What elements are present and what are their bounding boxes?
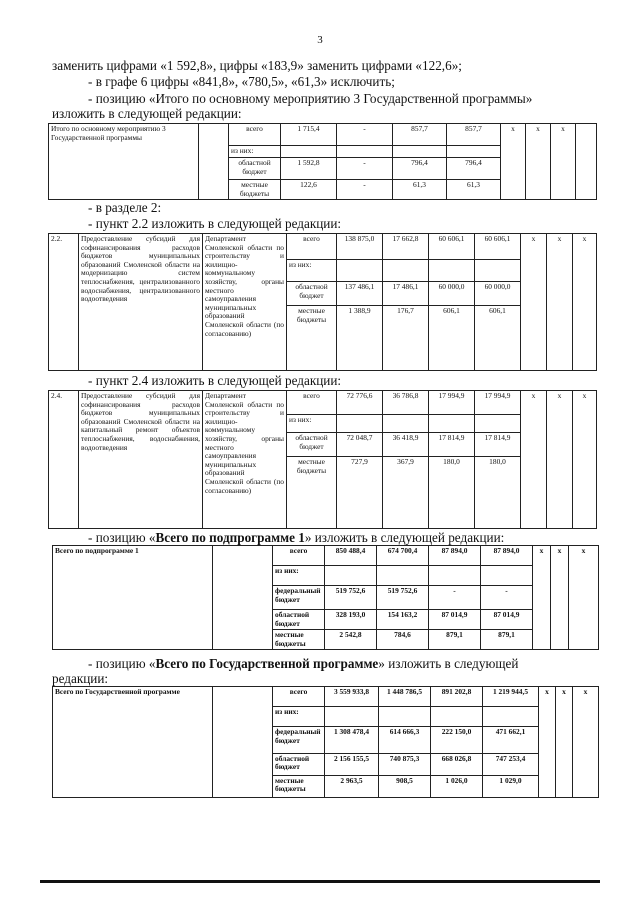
x-mark: x [551,546,569,650]
position-name: Предоставление субсидий для софинансирования расходов бюджетов муниципальных образований Смоленской области на модернизацию систем теплоснабжения, централизованного водоснабжения, централизованного водоотведения [79,234,203,371]
value-cell: 17 814,9 [475,433,521,457]
row-label: всего [273,546,325,566]
row-label: областной бюджет [273,610,325,630]
value-cell: - [337,124,393,146]
value-cell: 614 666,3 [379,727,431,753]
table-punkt-2-4 [48,390,597,529]
value-cell: 606,1 [475,306,521,371]
x-mark: x [573,234,597,371]
value-cell: 2 963,5 [325,775,379,797]
text-line-4: изложить в следующей редакции: [52,106,242,121]
table-vsego-gosprogramma [52,686,599,798]
value-cell: 471 662,1 [483,727,539,753]
value-cell: 87 014,9 [429,610,481,630]
value-cell: 17 662,8 [383,234,429,260]
text-line-8 [88,530,504,545]
value-cell: 796,4 [393,158,447,180]
row-label: областной бюджет [229,158,281,180]
value-cell: 747 253,4 [483,753,539,775]
text-line-8-bold: Всего по подпрограмме 1 [155,530,305,545]
text-line-2: - в графе 6 цифры «841,8», «780,5», «61,3» исключить; [88,74,395,89]
value-cell: 17 814,9 [429,433,475,457]
value-cell: 138 875,0 [337,234,383,260]
value-cell: - [481,586,533,610]
value-cell: 2 542,8 [325,630,377,650]
value-cell: 61,3 [393,180,447,200]
position-name: Итого по основному мероприятию 3 Государственной программы [49,124,199,200]
value-cell: 879,1 [429,630,481,650]
row-label: местные бюджеты [229,180,281,200]
row-label: из них: [273,707,325,727]
item-number: 2.2. [49,234,79,371]
x-mark: x [533,546,551,650]
row-label: всего [287,391,337,415]
value-cell: 784,6 [377,630,429,650]
value-cell: 87 014,9 [481,610,533,630]
empty-cell [213,687,273,798]
text-line-3: - позицию «Итого по основному мероприятию 3 Государственной программы» [88,91,533,106]
value-cell: 850 488,4 [325,546,377,566]
text-line-9-end: » изложить в следующей [378,656,519,671]
value-cell: 1 388,9 [337,306,383,371]
value-cell: 1 592,8 [281,158,337,180]
x-mark: x [547,234,573,371]
value-cell: 60 606,1 [475,234,521,260]
empty-cell [199,124,229,200]
row-label: местные бюджеты [287,306,337,371]
value-cell: 122,6 [281,180,337,200]
row-label: местные бюджеты [287,457,337,529]
value-cell: 176,7 [383,306,429,371]
value-cell: 668 026,8 [431,753,483,775]
value-cell: 61,3 [447,180,501,200]
value-cell: 1 219 944,5 [483,687,539,707]
value-cell: 36 418,9 [383,433,429,457]
text-line-9 [88,656,518,671]
row-label: местные бюджеты [273,775,325,797]
row-label: федеральный бюджет [273,727,325,753]
value-cell: 1 026,0 [431,775,483,797]
value-cell: 87 894,0 [481,546,533,566]
x-mark: x [573,391,597,529]
value-cell: 328 193,0 [325,610,377,630]
row-label: местные бюджеты [273,630,325,650]
row-label: областной бюджет [287,433,337,457]
row-label: всего [229,124,281,146]
value-cell: 36 786,8 [383,391,429,415]
value-cell: 17 994,9 [475,391,521,415]
value-cell: 87 894,0 [429,546,481,566]
value-cell: 1 029,0 [483,775,539,797]
text-line-8-end: » изложить в следующей редакции: [304,530,505,545]
text-line-5: - в разделе 2: [88,200,162,215]
x-mark: x [556,687,573,798]
text-line-9-start: - позицию « [88,656,156,671]
value-cell: - [429,586,481,610]
value-cell: 180,0 [475,457,521,529]
executor: Департамент Смоленской области по строительству и жилищно-коммунальному хозяйству, органы местного самоуправления муниципальных образований Смоленской области (по согласованию) [203,234,287,371]
value-cell: 879,1 [481,630,533,650]
value-cell: 180,0 [429,457,475,529]
value-cell: 519 752,6 [325,586,377,610]
value-cell: 60 000,0 [429,282,475,306]
item-number: 2.4. [49,391,79,529]
table-punkt-2-2 [48,233,597,371]
row-label: всего [273,687,325,707]
value-cell: 857,7 [393,124,447,146]
x-mark: x [526,124,551,200]
page-number: 3 [317,34,323,46]
empty-cell [576,124,597,200]
value-cell: 222 150,0 [431,727,483,753]
row-label: областной бюджет [287,282,337,306]
value-cell: 60 000,0 [475,282,521,306]
table-vsego-podprogramma-1 [52,545,599,650]
value-cell: 367,9 [383,457,429,529]
value-cell: 740 875,3 [379,753,431,775]
x-mark: x [547,391,573,529]
x-mark: x [569,546,599,650]
value-cell: 796,4 [447,158,501,180]
row-label: из них: [287,415,337,433]
x-mark: x [501,124,526,200]
value-cell: 908,5 [379,775,431,797]
value-cell: 137 486,1 [337,282,383,306]
row-label: из них: [229,146,281,158]
row-label: областной бюджет [273,753,325,775]
x-mark: x [521,234,547,371]
value-cell: 154 163,2 [377,610,429,630]
x-mark: x [551,124,576,200]
x-mark: x [573,687,599,798]
row-label: из них: [287,260,337,282]
position-name: Предоставление субсидий для софинансирования расходов бюджетов муниципальных образований Смоленской области на капитальный ремонт объектов теплоснабжения, водоснабжения, водоотведения [79,391,203,529]
footer-rule [40,880,600,883]
value-cell: 1 448 786,5 [379,687,431,707]
value-cell: - [337,158,393,180]
row-label: всего [287,234,337,260]
value-cell: 17 994,9 [429,391,475,415]
text-line-10: редакции: [52,671,109,686]
row-label: из них: [273,566,325,586]
value-cell: 17 486,1 [383,282,429,306]
value-cell: 727,9 [337,457,383,529]
value-cell: 72 048,7 [337,433,383,457]
x-mark: x [521,391,547,529]
text-line-8-start: - позицию « [88,530,156,545]
value-cell: 519 752,6 [377,586,429,610]
value-cell: 606,1 [429,306,475,371]
row-label: федеральный бюджет [273,586,325,610]
table-itogo-meropriyatie-3 [48,123,597,200]
position-name: Всего по подпрограмме 1 [53,546,213,650]
text-line-9-bold: Всего по Государственной программе [155,656,379,671]
value-cell: 1 715,4 [281,124,337,146]
x-mark: x [539,687,556,798]
value-cell: 60 606,1 [429,234,475,260]
value-cell: 857,7 [447,124,501,146]
value-cell: 1 308 478,4 [325,727,379,753]
text-line-7: - пункт 2.4 изложить в следующей редакции: [88,373,342,388]
value-cell: - [337,180,393,200]
value-cell: 674 700,4 [377,546,429,566]
position-name: Всего по Государственной программе [53,687,213,798]
value-cell: 72 776,6 [337,391,383,415]
text-line-1: заменить цифрами «1 592,8», цифры «183,9» заменить цифрами «122,6»; [52,58,462,73]
value-cell: 891 202,8 [431,687,483,707]
executor: Департамент Смоленской области по строительству и жилищно-коммунальному хозяйству, органы местного самоуправления муниципальных образований Смоленской области (по согласованию) [203,391,287,529]
value-cell: 2 156 155,5 [325,753,379,775]
empty-cell [213,546,273,650]
value-cell: 3 559 933,8 [325,687,379,707]
text-line-6: - пункт 2.2 изложить в следующей редакции: [88,216,342,231]
